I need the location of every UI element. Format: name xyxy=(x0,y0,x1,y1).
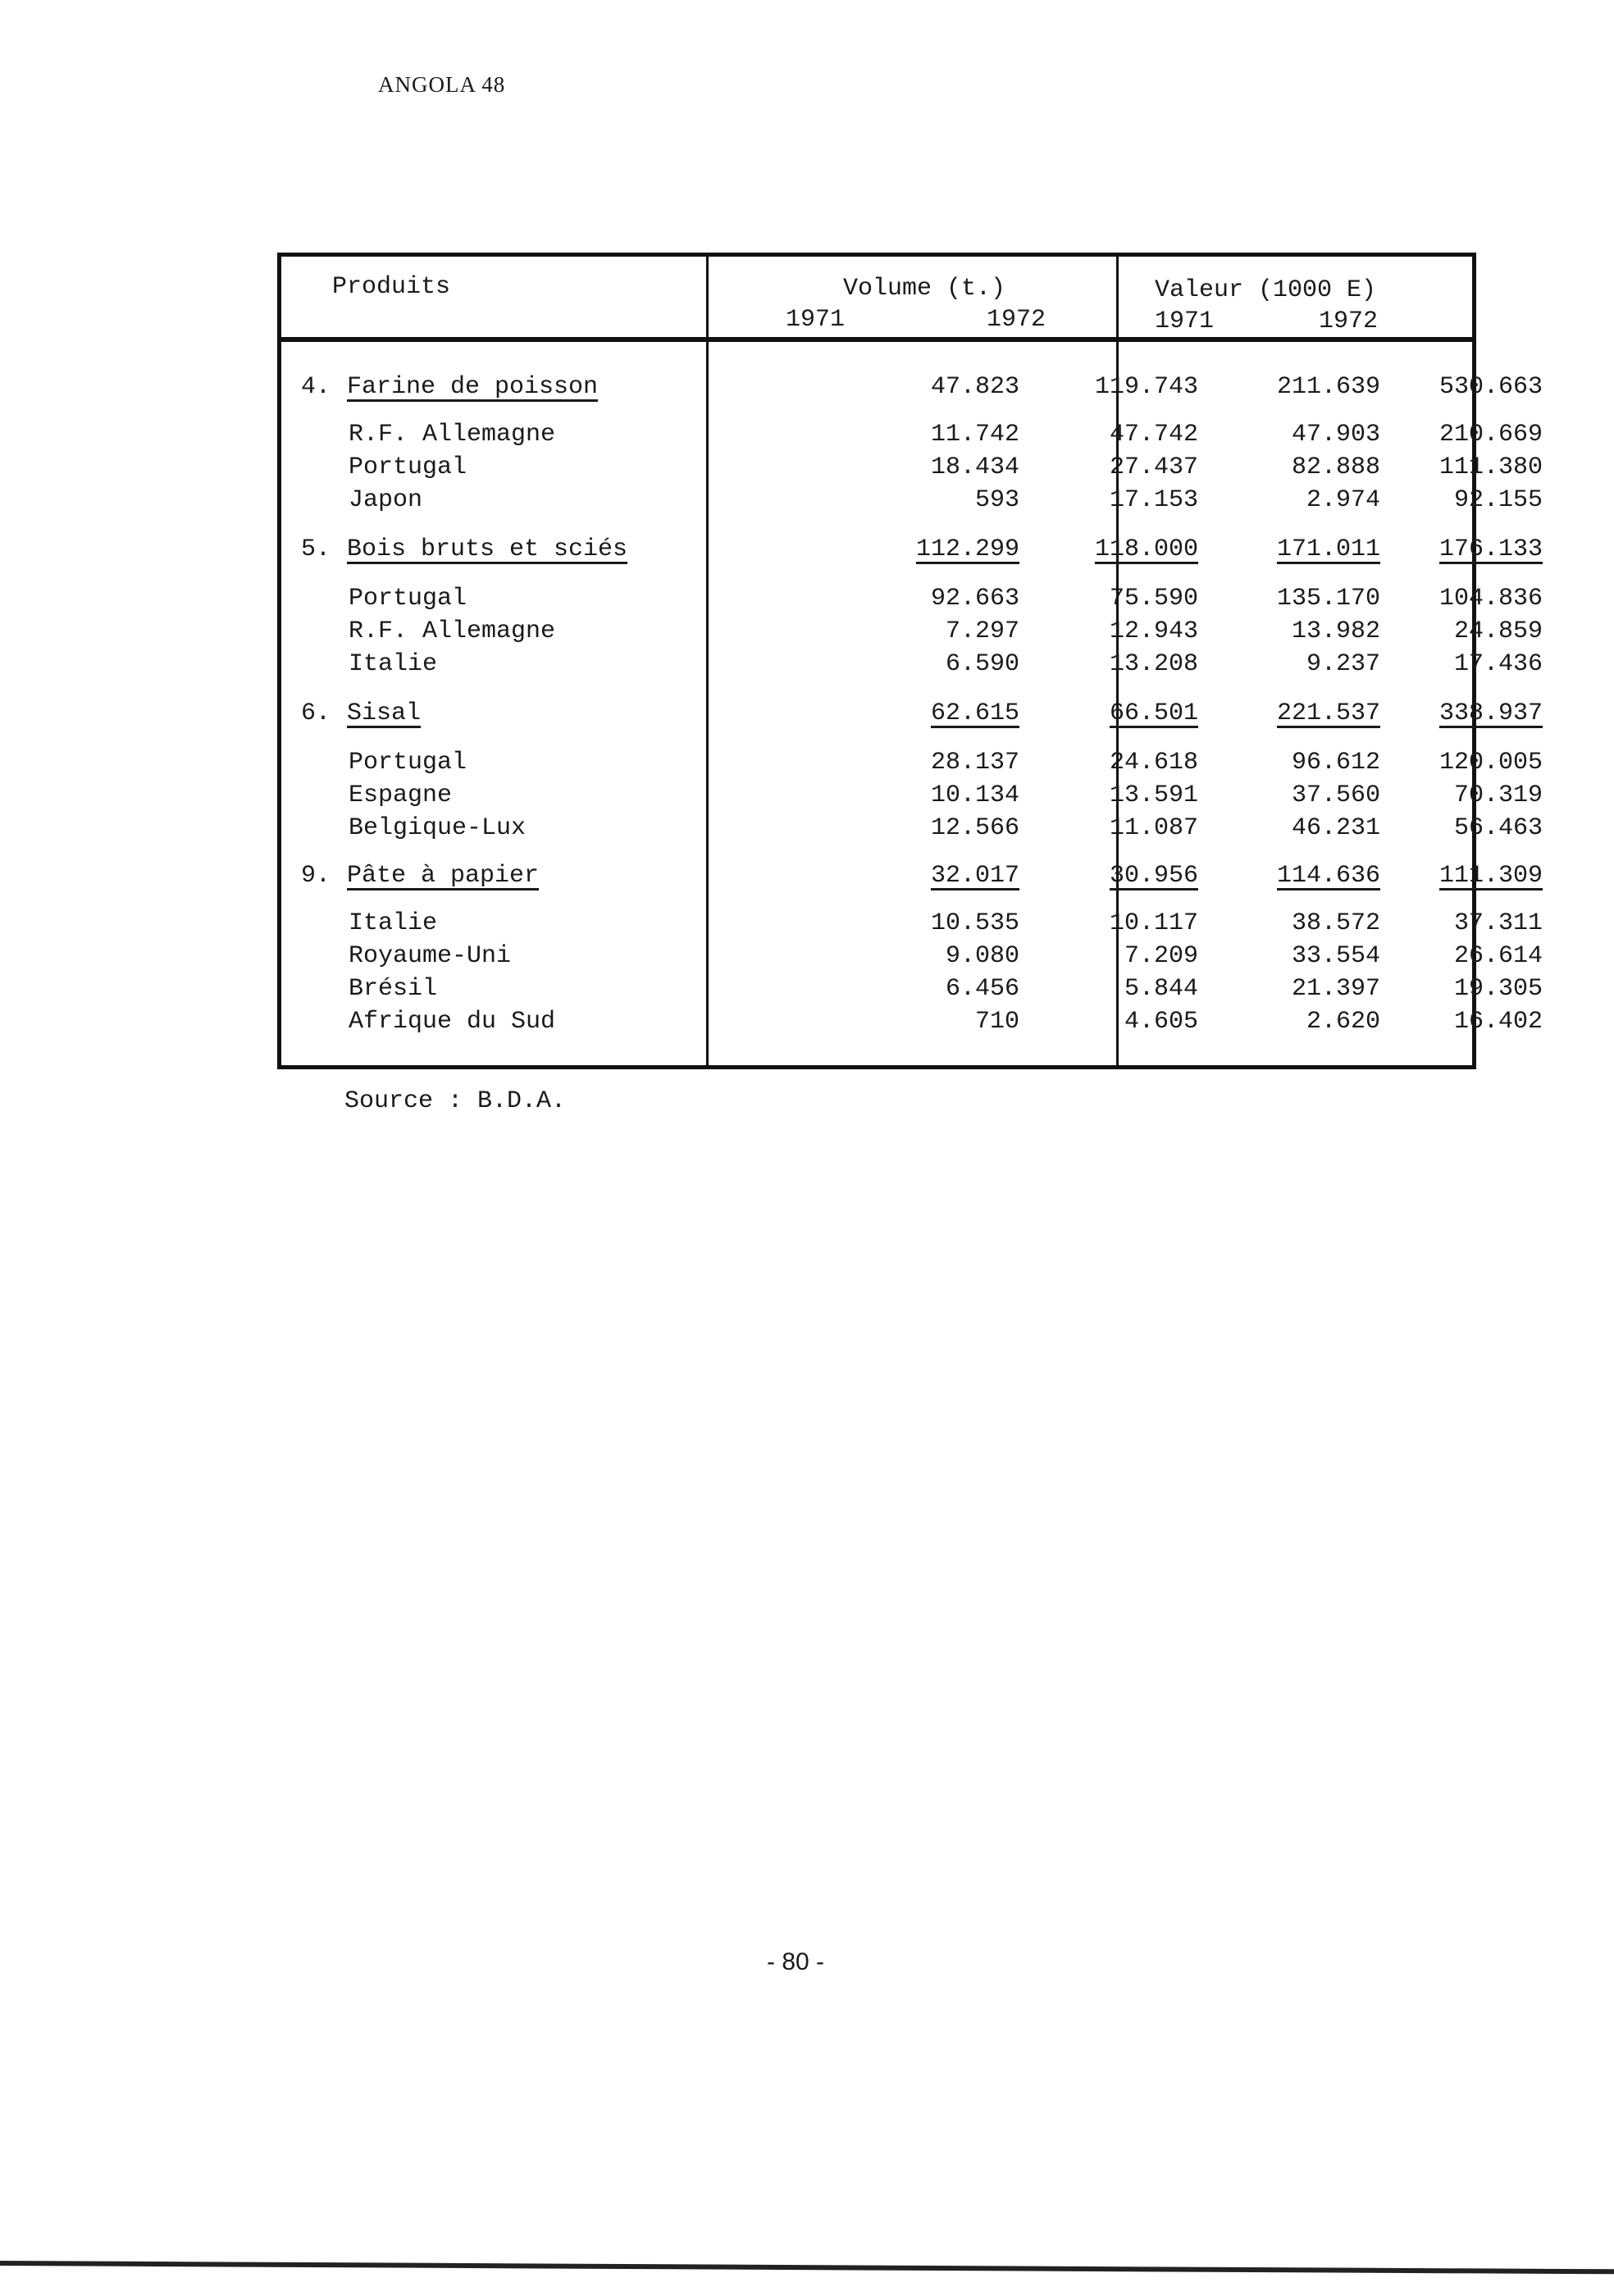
country-label: Italie xyxy=(349,909,438,937)
vol-1972: 7.209 xyxy=(1124,942,1198,970)
section-number: 4. xyxy=(301,373,331,401)
page-number: - 80 - xyxy=(767,1948,825,1975)
total-vol-1971: 112.299 xyxy=(915,535,1019,563)
vol-1971: 9.080 xyxy=(945,942,1019,970)
vol-1972: 13.208 xyxy=(1109,650,1198,678)
country-label: Royaume-Uni xyxy=(349,942,512,970)
country-label: Portugal xyxy=(349,585,467,613)
vol-1971: 28.137 xyxy=(930,749,1019,777)
vol-1972: 12.943 xyxy=(1109,617,1198,645)
total-vol-1972: 30.956 xyxy=(1109,862,1198,890)
vol-1971: 11.742 xyxy=(930,421,1019,449)
country-label: Japon xyxy=(349,486,423,514)
val-1972: 19.305 xyxy=(1453,975,1543,1003)
val-1971: 38.572 xyxy=(1291,909,1380,937)
header-value: Valeur (1000 E) xyxy=(1155,276,1377,304)
vol-1971: 10.535 xyxy=(930,909,1019,937)
total-val-1971: 221.537 xyxy=(1276,699,1380,727)
total-val-1972: 176.133 xyxy=(1438,535,1543,563)
vol-1971: 710 xyxy=(974,1008,1019,1036)
vol-1972: 11.087 xyxy=(1109,814,1198,842)
val-1972: 24.859 xyxy=(1453,617,1543,645)
val-1971: 13.982 xyxy=(1291,617,1380,645)
vol-1971: 6.456 xyxy=(945,975,1019,1003)
total-val-1971: 171.011 xyxy=(1276,535,1380,563)
val-1972: 92.155 xyxy=(1453,486,1543,514)
vol-1971: 7.297 xyxy=(945,617,1019,645)
val-1971: 37.560 xyxy=(1291,781,1380,809)
val-1971: 47.903 xyxy=(1291,421,1380,449)
table-row xyxy=(281,1008,1543,1041)
total-val-1971: 114.636 xyxy=(1276,862,1380,890)
header-value-1971: 1971 xyxy=(1155,308,1215,335)
val-1972: 37.311 xyxy=(1453,909,1543,937)
header-volume: Volume (t.) xyxy=(843,275,1006,303)
vol-1971: 10.134 xyxy=(930,781,1019,809)
table-row xyxy=(281,942,1543,975)
section-number: 5. xyxy=(301,535,331,563)
table-row xyxy=(281,814,1543,847)
val-1972: 16.402 xyxy=(1453,1008,1543,1036)
section-label: Pâte à papier xyxy=(347,862,540,890)
val-1972: 26.614 xyxy=(1453,942,1543,970)
vol-1972: 17.153 xyxy=(1109,486,1198,514)
total-val-1972: 530.663 xyxy=(1438,373,1543,401)
table-row xyxy=(281,617,1543,650)
source-note: Source : B.D.A. xyxy=(344,1087,567,1115)
section-row xyxy=(281,862,1543,895)
val-1971: 9.237 xyxy=(1306,650,1380,678)
total-vol-1971: 62.615 xyxy=(930,699,1019,727)
vol-1971: 6.590 xyxy=(945,650,1019,678)
total-vol-1972: 66.501 xyxy=(1109,699,1198,727)
total-val-1971: 211.639 xyxy=(1276,373,1380,401)
country-label: R.F. Allemagne xyxy=(349,617,556,645)
val-1971: 96.612 xyxy=(1291,749,1380,777)
section-row xyxy=(281,535,1543,568)
vol-1971: 12.566 xyxy=(930,814,1019,842)
table-row xyxy=(281,453,1543,486)
vol-1972: 13.591 xyxy=(1109,781,1198,809)
vol-1972: 75.590 xyxy=(1109,585,1198,613)
table-row xyxy=(281,749,1543,781)
header-rule xyxy=(281,337,1472,342)
country-label: Portugal xyxy=(349,749,467,777)
total-vol-1971: 47.823 xyxy=(930,373,1019,401)
section-number: 6. xyxy=(301,699,331,727)
country-label: R.F. Allemagne xyxy=(349,421,556,449)
val-1971: 135.170 xyxy=(1276,585,1380,613)
total-vol-1971: 32.017 xyxy=(930,862,1019,890)
section-label: Bois bruts et sciés xyxy=(347,535,628,563)
total-val-1972: 111.309 xyxy=(1438,862,1543,890)
total-vol-1972: 118.000 xyxy=(1094,535,1198,563)
total-val-1972: 338.937 xyxy=(1438,699,1543,727)
vol-1972: 4.605 xyxy=(1124,1008,1198,1036)
header-volume-1972: 1972 xyxy=(987,306,1046,334)
val-1972: 104.836 xyxy=(1438,585,1543,613)
country-label: Brésil xyxy=(349,975,438,1003)
val-1972: 70.319 xyxy=(1453,781,1543,809)
val-1971: 2.974 xyxy=(1306,486,1380,514)
vol-1972: 5.844 xyxy=(1124,975,1198,1003)
page-header: ANGOLA 48 xyxy=(378,72,506,97)
val-1972: 210.669 xyxy=(1438,421,1543,449)
val-1971: 33.554 xyxy=(1291,942,1380,970)
vol-1971: 18.434 xyxy=(930,453,1019,481)
val-1971: 82.888 xyxy=(1291,453,1380,481)
country-label: Belgique-Lux xyxy=(349,814,527,842)
val-1972: 17.436 xyxy=(1453,650,1543,678)
table-row xyxy=(281,585,1543,617)
total-vol-1972: 119.743 xyxy=(1094,373,1198,401)
table-row xyxy=(281,975,1543,1008)
header-volume-1971: 1971 xyxy=(786,306,846,334)
val-1972: 111.380 xyxy=(1438,453,1543,481)
section-row xyxy=(281,699,1543,732)
table-row xyxy=(281,781,1543,814)
section-label: Sisal xyxy=(347,699,422,727)
export-table xyxy=(277,253,1543,1069)
val-1972: 120.005 xyxy=(1438,749,1543,777)
header-value-1972: 1972 xyxy=(1319,308,1379,335)
vol-1972: 24.618 xyxy=(1109,749,1198,777)
country-label: Italie xyxy=(349,650,438,678)
header-products: Produits xyxy=(332,273,451,301)
val-1972: 56.463 xyxy=(1453,814,1543,842)
vol-1972: 47.742 xyxy=(1109,421,1198,449)
country-label: Portugal xyxy=(349,453,467,481)
bottom-rule xyxy=(0,2261,1614,2274)
vol-1971: 593 xyxy=(974,486,1019,514)
section-label: Farine de poisson xyxy=(347,373,599,401)
val-1971: 46.231 xyxy=(1291,814,1380,842)
val-1971: 21.397 xyxy=(1291,975,1380,1003)
section-row xyxy=(281,373,1543,406)
table-row xyxy=(281,421,1543,453)
val-1971: 2.620 xyxy=(1306,1008,1380,1036)
vol-1971: 92.663 xyxy=(930,585,1019,613)
country-label: Espagne xyxy=(349,781,453,809)
table-row xyxy=(281,909,1543,942)
vol-1972: 10.117 xyxy=(1109,909,1198,937)
table-row xyxy=(281,486,1543,519)
table-row xyxy=(281,650,1543,683)
vol-1972: 27.437 xyxy=(1109,453,1198,481)
country-label: Afrique du Sud xyxy=(349,1008,556,1036)
section-number: 9. xyxy=(301,862,331,890)
